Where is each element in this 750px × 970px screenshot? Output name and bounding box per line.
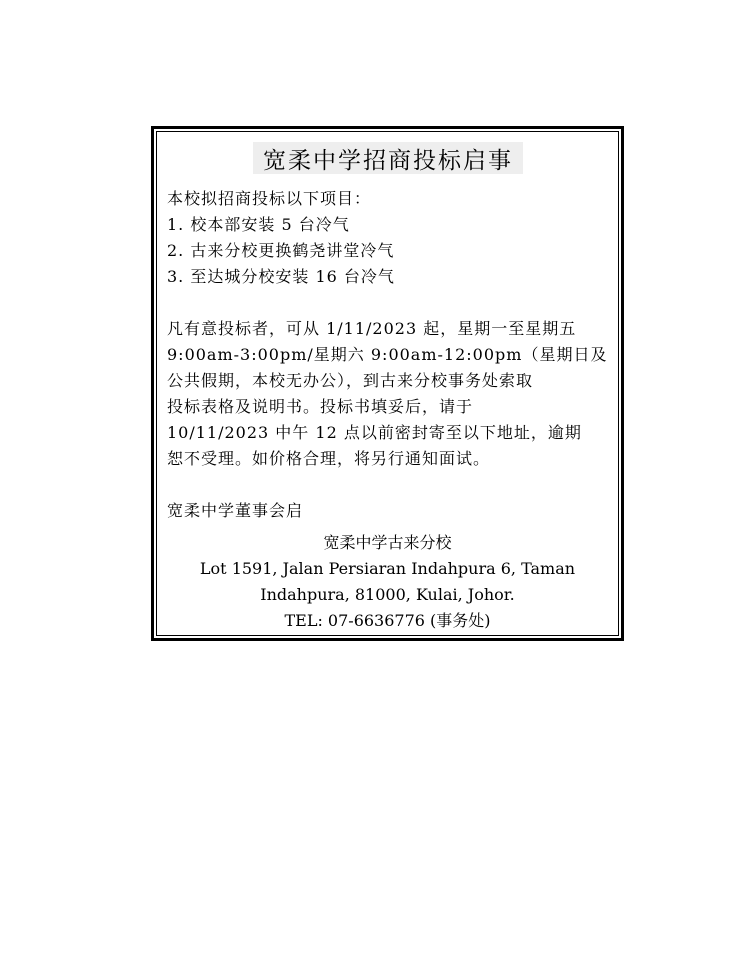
paragraph-line-2: 9:00am-3:00pm/星期六 9:00am-12:00pm（星期日及 — [167, 345, 608, 364]
notice-inner-border — [156, 131, 619, 636]
notice-frame — [151, 126, 624, 641]
address-line-2: Indahpura, 81000, Kulai, Johor. — [260, 585, 515, 604]
tender-item-2: 2. 古来分校更换鹤尧讲堂冷气 — [167, 241, 395, 260]
paragraph-line-4: 投标表格及说明书。投标书填妥后，请于 — [167, 397, 474, 416]
address-block — [157, 530, 618, 634]
address-line-1: Lot 1591, Jalan Persiaran Indahpura 6, Taman — [199, 559, 576, 578]
intro-text: 本校拟招商投标以下项目： — [167, 189, 372, 208]
school-name: 宽柔中学古来分校 — [323, 533, 452, 552]
paragraph-line-5: 10/11/2023 中午 12 点以前密封寄至以下地址，逾期 — [167, 423, 582, 442]
spacer — [167, 472, 614, 498]
tender-item-3: 3. 至达城分校安装 16 台冷气 — [167, 267, 395, 286]
paragraph-line-3: 公共假期，本校无办公），到古来分校事务处索取 — [167, 371, 534, 390]
notice-title: 宽柔中学招商投标启事 — [263, 147, 513, 174]
paragraph-line-1: 凡有意投标者，可从 1/11/2023 起，星期一至星期五 — [167, 319, 577, 338]
title-highlight — [253, 142, 523, 174]
notice-body — [167, 186, 614, 524]
spacer — [167, 290, 614, 316]
tender-item-1: 1. 校本部安装 5 台冷气 — [167, 215, 350, 234]
paragraph-line-6: 恕不受理。如价格合理，将另行通知面试。 — [167, 449, 491, 468]
signoff-text: 宽柔中学董事会启 — [167, 501, 304, 520]
telephone: TEL: 07-6636776 (事务处) — [284, 611, 491, 630]
